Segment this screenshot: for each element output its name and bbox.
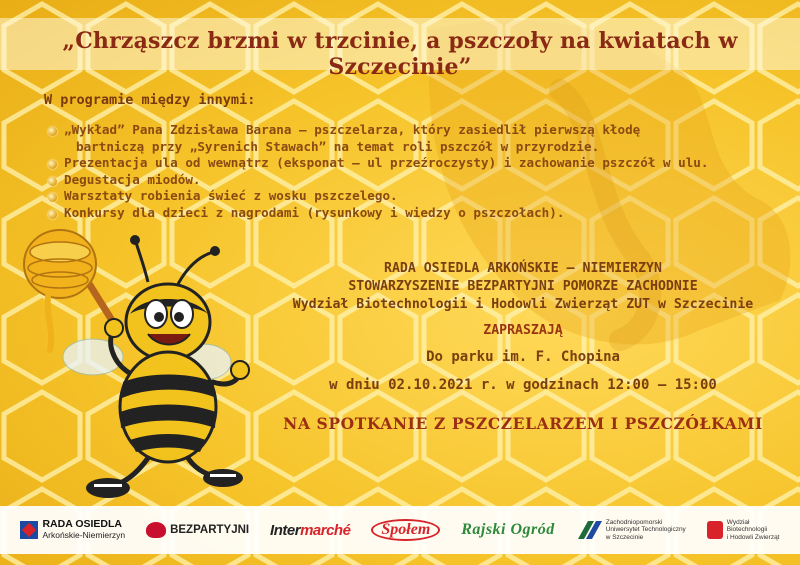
bullet-icon xyxy=(48,193,57,202)
sponsor-zut: Zachodniopomorski Uniwersytet Technologiczny w Szczecinie xyxy=(576,519,686,542)
rada-logo-icon xyxy=(20,521,38,539)
invite-text: ZAPRASZAJĄ xyxy=(483,323,563,338)
program-heading: W programie między innymi: xyxy=(44,92,256,108)
bee-mascot-icon xyxy=(18,222,253,512)
zut-logo-icon xyxy=(576,521,602,539)
bezpartyjni-logo-icon xyxy=(146,522,166,538)
program-item: Degustacja miodów. xyxy=(48,172,788,189)
sponsor-bezpartyjni: BEZPARTYJNI xyxy=(146,522,249,538)
sponsor-footer xyxy=(0,506,800,554)
organizers-block xyxy=(248,260,798,396)
organizer-zut: Wydział Biotechnologii i Hodowli Zwierząt ZUT w Szczecinie xyxy=(292,297,754,312)
organizer-rada: RADA OSIEDLA ARKOŃSKIE – NIEMIERZYN xyxy=(384,261,662,276)
wbz-logo-icon xyxy=(707,521,723,539)
program-item: „Wykład” Pana Zdzisława Barana – pszczelarza, który zasiedlił pierwszą kłodę xyxy=(48,122,788,139)
program-item: Warsztaty robienia świeć z wosku pszczelego. xyxy=(48,188,788,205)
meeting-headline: NA SPOTKANIE Z PSZCZELARZEM I PSZCZÓŁKAMI xyxy=(283,414,763,433)
sponsor-wbz: Wydział Biotechnologii i Hodowli Zwierząt xyxy=(707,519,780,542)
sponsor-rajski-ogrod: Rajski Ogród xyxy=(461,521,555,538)
program-item-continuation: bartniczą przy „Syrenich Stawach” na temat roli pszczół w przyrodzie. xyxy=(76,138,600,154)
program-item: Prezentacja ula od wewnątrz (eksponat – ul przeźroczysty) i zachowanie pszczół w ulu. xyxy=(48,155,788,172)
program-item: Konkursy dla dzieci z nagrodami (rysunkowy i wiedzy o pszczołach). xyxy=(48,205,788,222)
sponsor-spolem: Społem xyxy=(371,519,440,541)
bullet-icon xyxy=(48,160,57,169)
sponsor-intermarche: Intermarché xyxy=(270,521,351,539)
organizer-stowarzyszenie: STOWARZYSZENIE BEZPARTYJNI POMORZE ZACHODNIE xyxy=(348,279,698,294)
event-place: Do parku im. F. Chopina xyxy=(426,349,620,365)
bullet-icon xyxy=(48,210,57,219)
bullet-icon xyxy=(48,127,57,136)
page-title: „Chrząszcz brzmi w trzcinie, a pszczoły na kwiatach w Szczecinie” xyxy=(62,28,738,80)
program-list xyxy=(48,122,788,221)
bullet-icon xyxy=(48,177,57,186)
sponsor-rada-osiedla: RADA OSIEDLA Arkońskie-Niemierzyn xyxy=(20,519,125,541)
event-date: w dniu 02.10.2021 r. w godzinach 12:00 – 15:00 xyxy=(329,377,717,393)
